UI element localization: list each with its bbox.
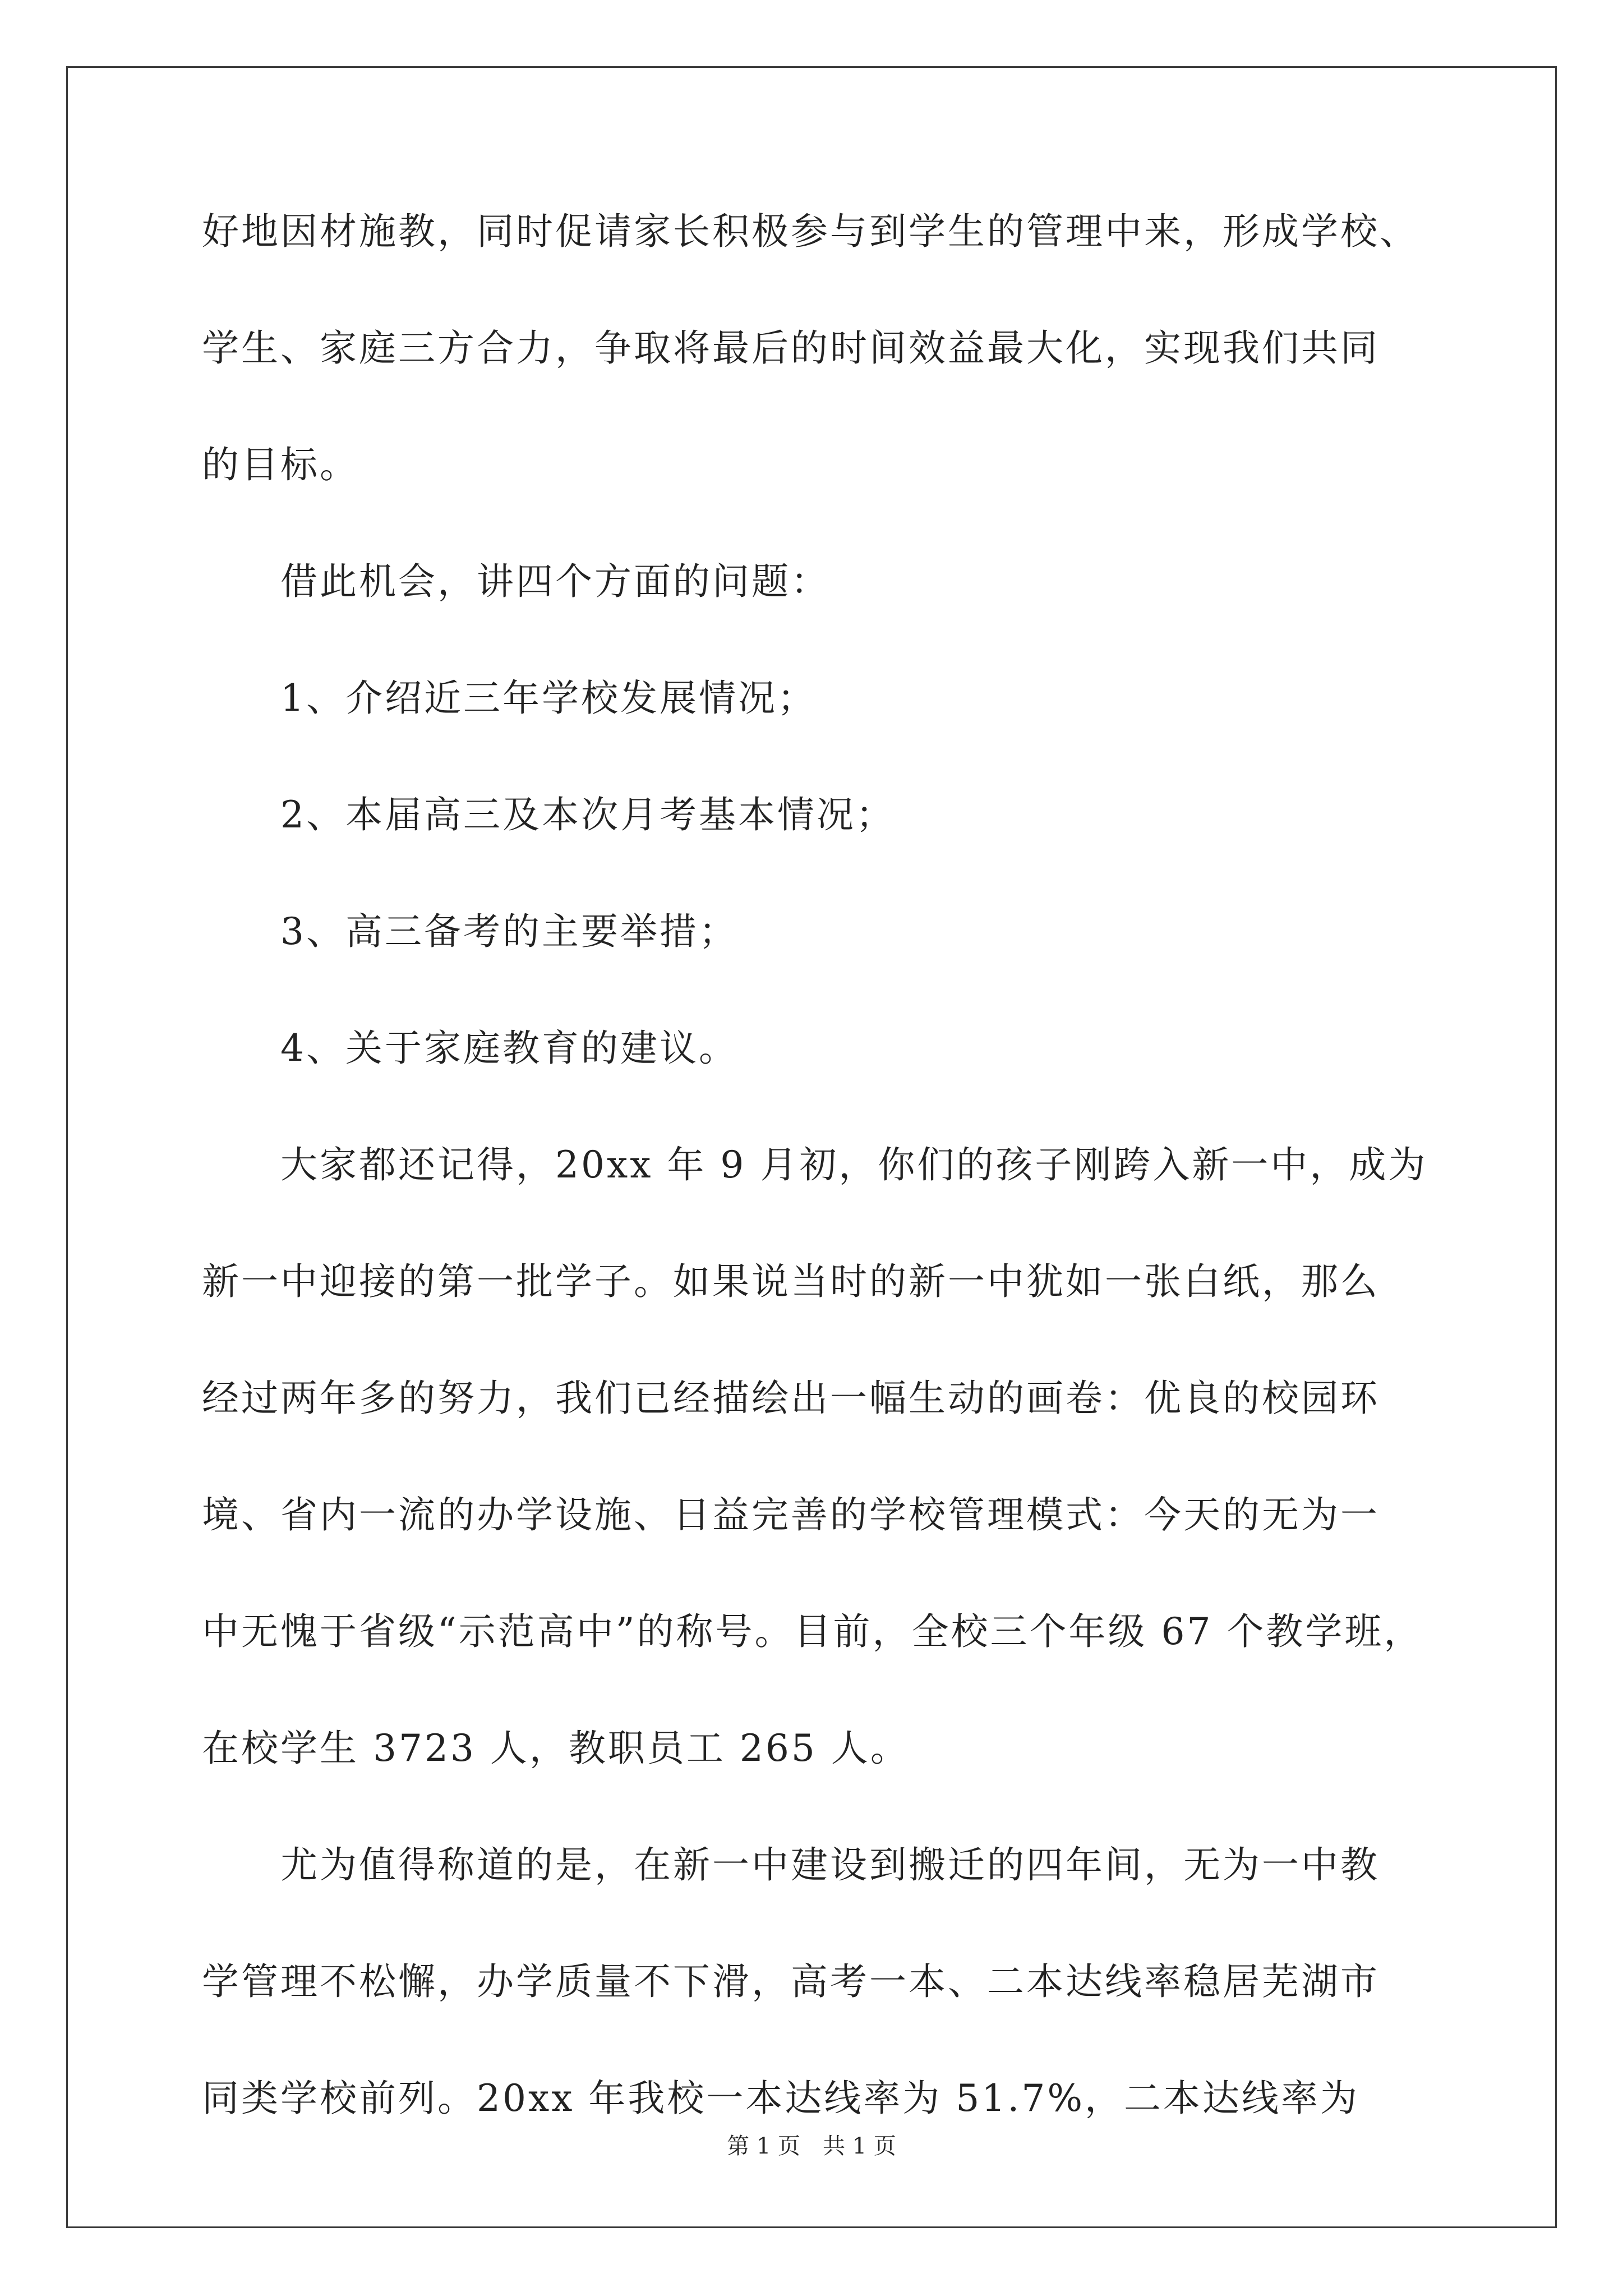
text-line: 借此机会，讲四个方面的问题： xyxy=(280,560,830,603)
document-body xyxy=(202,210,1436,2197)
text-line: 4、关于家庭教育的建议。 xyxy=(280,1027,738,1070)
text-line: 新一中迎接的第一批学子。如果说当时的新一中犹如一张白纸，那么 xyxy=(202,1260,1380,1303)
text-line: 在校学生 3723 人，教职员工 265 人。 xyxy=(202,1727,910,1770)
text-line: 中无愧于省级“示范高中”的称号。目前，全校三个年级 67 个教学班， xyxy=(202,1610,1423,1653)
text-line: 3、高三备考的主要举措； xyxy=(280,910,738,953)
text-line: 尤为值得称道的是，在新一中建设到搬迁的四年间，无为一中教 xyxy=(280,1843,1380,1887)
text-line: 大家都还记得，20xx 年 9 月初，你们的孩子刚跨入新一中，成为 xyxy=(280,1143,1428,1186)
text-line: 的目标。 xyxy=(202,443,359,486)
text-line: 经过两年多的努力，我们已经描绘出一幅生动的画卷：优良的校园环 xyxy=(202,1377,1380,1420)
text-line: 好地因材施教，同时促请家长积极参与到学生的管理中来，形成学校、 xyxy=(202,210,1419,253)
text-line: 2、本届高三及本次月考基本情况； xyxy=(280,793,895,836)
text-line: 同类学校前列。20xx 年我校一本达线率为 51.7%，二本达线率为 xyxy=(202,2077,1360,2120)
text-line: 1、介绍近三年学校发展情况； xyxy=(280,677,817,720)
text-line: 学生、家庭三方合力，争取将最后的时间效益最大化，实现我们共同 xyxy=(202,326,1380,370)
page-number: 第 1 页 共 1 页 xyxy=(727,2133,896,2159)
text-line: 学管理不松懈，办学质量不下滑，高考一本、二本达线率稳居芜湖市 xyxy=(202,1960,1380,2003)
text-line: 境、省内一流的办学设施、日益完善的学校管理模式：今天的无为一 xyxy=(202,1493,1380,1536)
